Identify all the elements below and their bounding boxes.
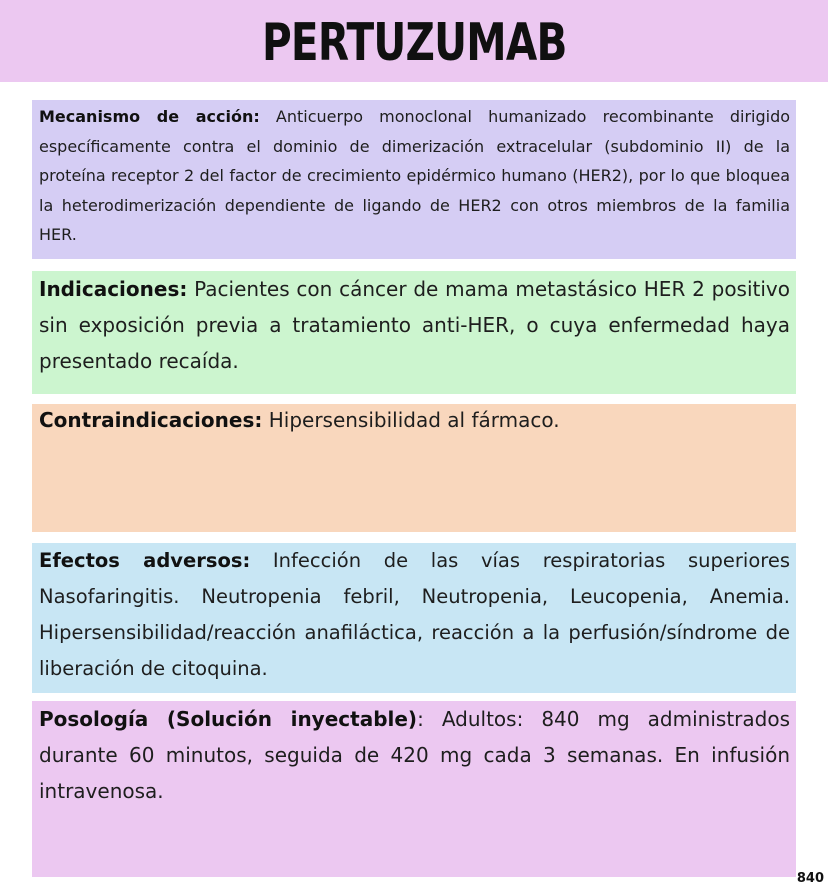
section-contraindicaciones xyxy=(32,404,796,532)
title-banner xyxy=(0,0,828,82)
section-label: Indicaciones: xyxy=(39,277,188,301)
section-label: Efectos adversos: xyxy=(39,549,251,572)
section-text: Hipersensibilidad al fármaco. xyxy=(262,408,560,432)
section-text: : Adultos: 840 mg administrados durante 60 minutos, seguida de 420 mg cada 3 semanas. En infusión intravenosa. xyxy=(39,707,790,803)
section-posologia xyxy=(32,701,796,877)
section-indicaciones xyxy=(32,271,796,394)
page-title: PERTUZUMAB xyxy=(261,13,567,73)
section-mecanismo xyxy=(32,100,796,259)
section-text: Infección de las vías respiratorias superiores Nasofaringitis. Neutropenia febril, Neutropenia, Leucopenia, Anemia. Hipersensibilidad/reacción anafiláctica, reacción a la perfusión/síndrome de liberación de citoquina. xyxy=(39,549,791,680)
section-label: Mecanismo de acción: xyxy=(39,107,260,126)
section-efectos-adversos xyxy=(32,543,796,693)
section-text: Anticuerpo monoclonal humanizado recombinante dirigido específicamente contra el dominio de dimerización extracelular (subdominio II) de la proteína receptor 2 del factor de crecimiento epidérmico humano (HER2), por lo que bloquea la heterodimerización dependiente de ligando de HER2 con otros miembros de la familia HER. xyxy=(39,107,791,244)
section-label: Posología (Solución inyectable) xyxy=(39,707,418,731)
section-label: Contraindicaciones: xyxy=(39,408,263,432)
page-number: 840 xyxy=(796,871,824,886)
section-text: Pacientes con cáncer de mama metastásico HER 2 positivo sin exposición previa a tratamiento anti-HER, o cuya enfermedad haya presentado recaída. xyxy=(39,277,790,373)
